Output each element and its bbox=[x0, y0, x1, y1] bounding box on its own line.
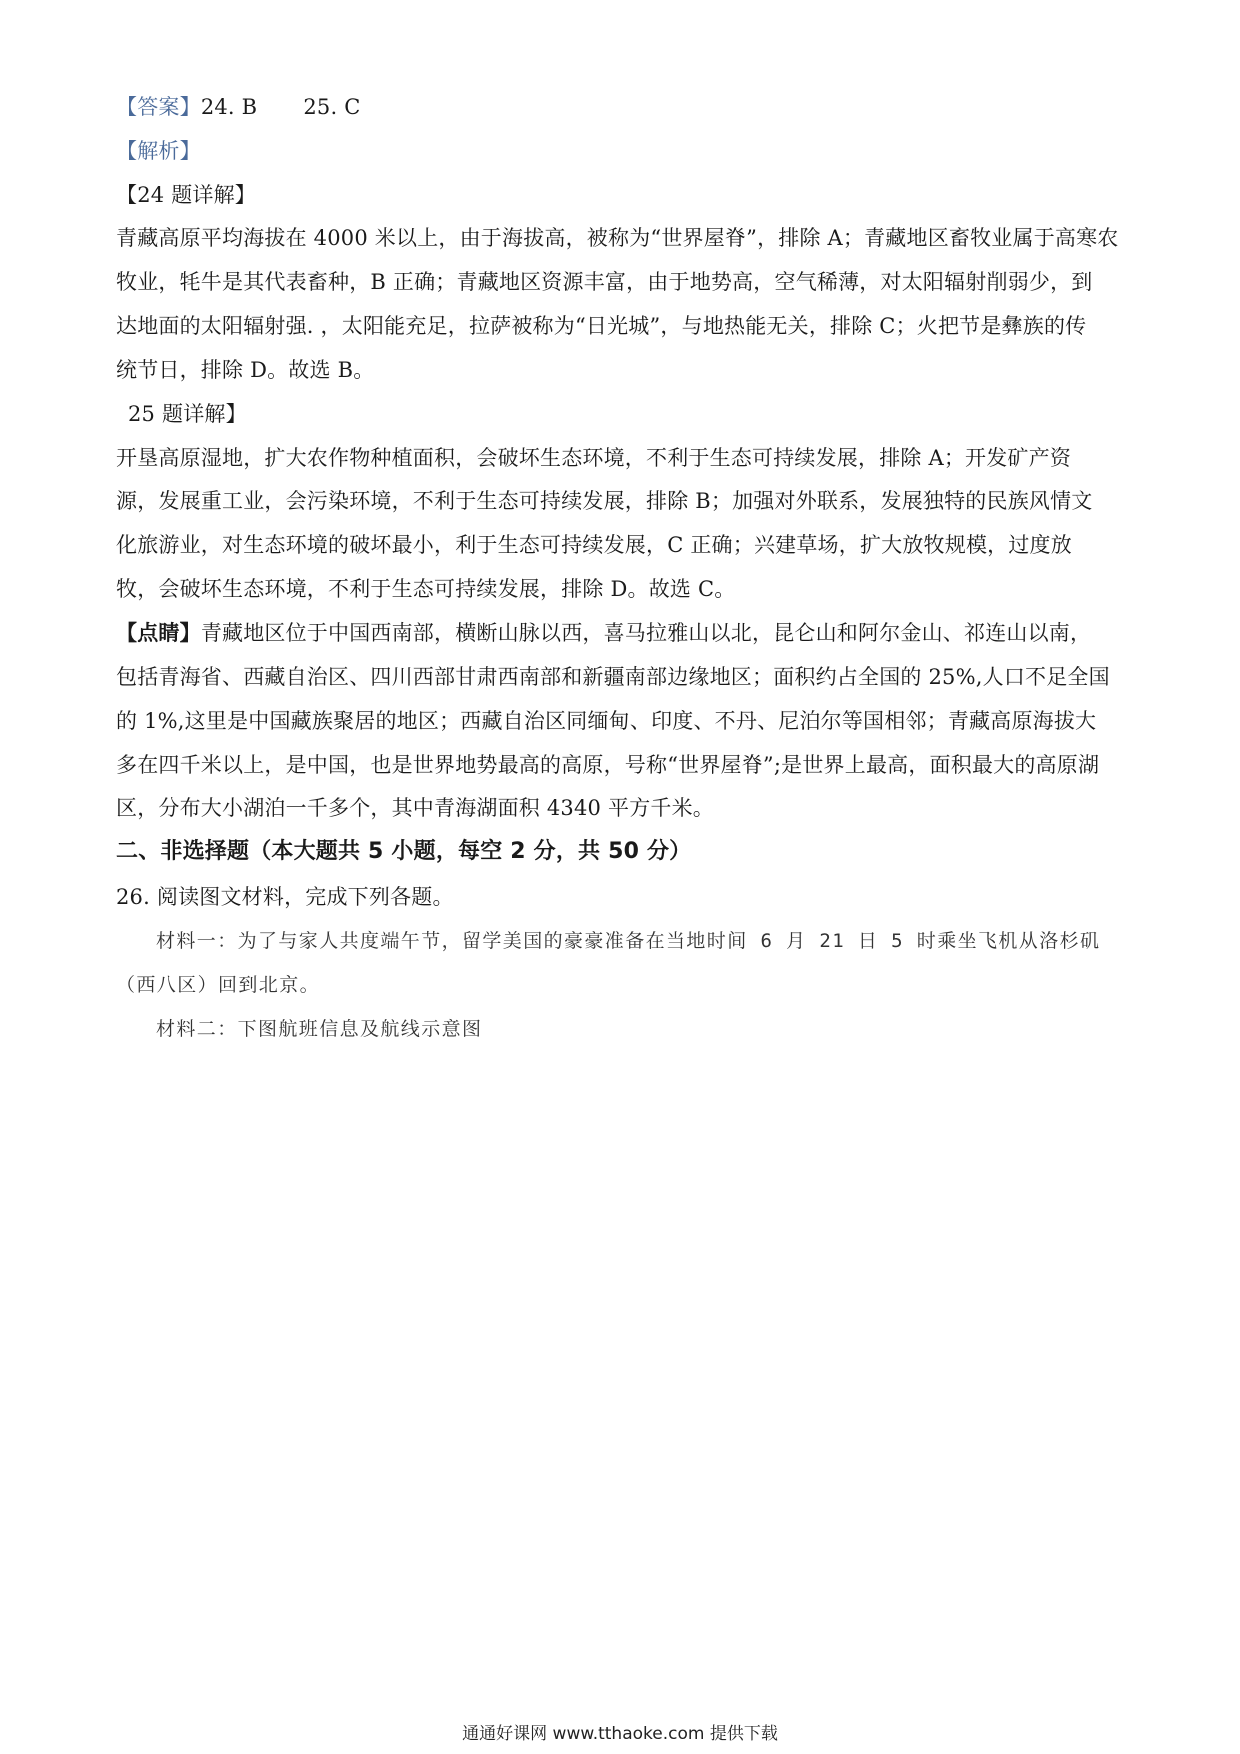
answer-24: 24. B bbox=[200, 95, 258, 119]
q24-heading: 【24 题详解】 bbox=[116, 183, 256, 207]
q25-line-2: 源，发展重工业，会污染环境，不利于生态可持续发展，排除 B；加强对外联系，发展独特的民族风情文 bbox=[116, 489, 1093, 513]
tip-line-5: 区，分布大小湖泊一千多个，其中青海湖面积 4340 平方千米。 bbox=[116, 796, 714, 820]
analysis-label: 【解析】 bbox=[116, 139, 201, 163]
q24-line-2: 牧业，牦牛是其代表畜种，B 正确；青藏地区资源丰富，由于地势高，空气稀薄，对太阳辐射削弱少，到 bbox=[116, 270, 1093, 294]
q25-heading: 25 题详解】 bbox=[128, 402, 247, 426]
q24-line-4: 统节日，排除 D。故选 B。 bbox=[116, 358, 375, 382]
q24-line-1: 青藏高原平均海拔在 4000 米以上，由于海拔高，被称为“世界屋脊”，排除 A；青藏地区畜牧业属于高寒农 bbox=[116, 226, 1119, 250]
q25-line-4: 牧，会破坏生态环境，不利于生态可持续发展，排除 D。故选 C。 bbox=[116, 577, 736, 601]
material-2: 材料二：下图航班信息及航线示意图 bbox=[156, 1018, 483, 1040]
tip-text-1: 青藏地区位于中国西南部，横断山脉以西，喜马拉雅山以北，昆仑山和阿尔金山、祁连山以南， bbox=[200, 621, 1092, 645]
q25-line-1: 开垦高原湿地，扩大农作物种植面积，会破坏生态环境，不利于生态可持续发展，排除 A；开发矿产资 bbox=[116, 446, 1072, 470]
answer-line bbox=[116, 92, 1126, 122]
material-1-line-2: （西八区）回到北京。 bbox=[116, 974, 321, 996]
tip-line-3: 的 1%,这里是中国藏族聚居的地区；西藏自治区同缅甸、印度、不丹、尼泊尔等国相邻；青藏高原海拔大 bbox=[116, 709, 1097, 733]
footer-credit: 通通好课网 www.tthaoke.com 提供下载 bbox=[462, 1724, 778, 1744]
section-2-title: 二、非选择题（本大题共 5 小题，每空 2 分，共 50 分） bbox=[116, 839, 692, 864]
q25-line-3: 化旅游业，对生态环境的破坏最小，利于生态可持续发展，C 正确；兴建草场，扩大放牧规模，过度放 bbox=[116, 533, 1072, 557]
answer-label: 【答案】 bbox=[116, 95, 201, 119]
tip-line-2: 包括青海省、西藏自治区、四川西部甘肃西南部和新疆南部边缘地区；面积约占全国的 25%,人口不足全国 bbox=[116, 665, 1110, 689]
answer-25: 25. C bbox=[303, 95, 361, 119]
tip-line-1 bbox=[116, 618, 1126, 648]
q26-stem: 26. 阅读图文材料，完成下列各题。 bbox=[116, 885, 454, 909]
q24-line-3: 达地面的太阳辐射强. ，太阳能充足，拉萨被称为“日光城”，与地热能无关，排除 C；火把节是彝族的传 bbox=[116, 314, 1087, 338]
tip-label: 【点睛】 bbox=[116, 620, 201, 645]
material-1-line-1: 材料一：为了与家人共度端午节，留学美国的豪豪准备在当地时间 6 月 21 日 5 时乘坐飞机从洛杉矶 bbox=[156, 930, 1101, 952]
tip-line-4: 多在四千米以上，是中国，也是世界地势最高的高原，号称“世界屋脊”;是世界上最高，面积最大的高原湖 bbox=[116, 753, 1100, 777]
